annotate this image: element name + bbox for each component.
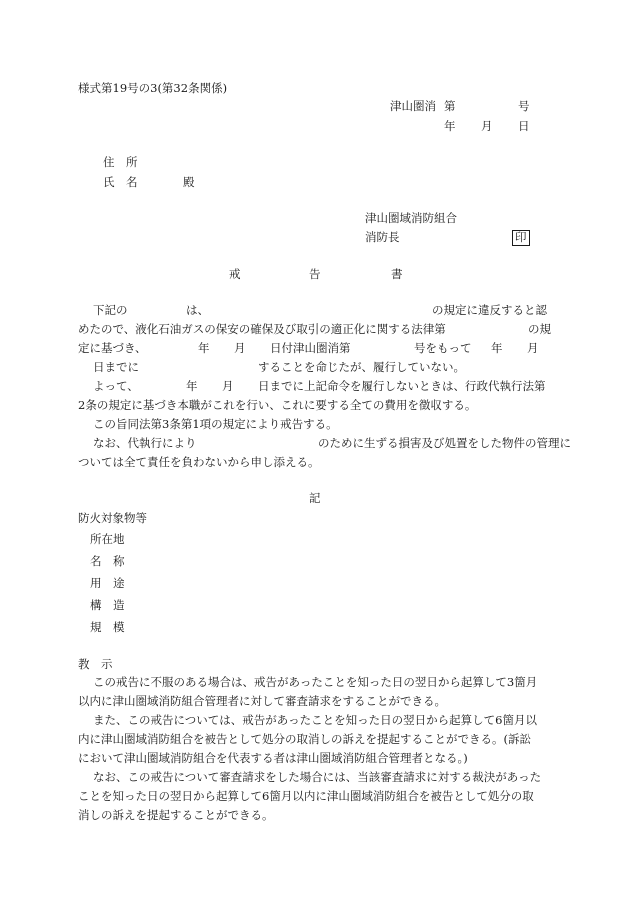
body-p1-text: の規 [528, 322, 551, 336]
body-p2-text: 2条の規定に基づき本職がこれを行い、これに要する全ての費用を徴収する。 [78, 398, 477, 412]
body-p4-text: ついては全て責任を負わないから申し添える。 [78, 455, 320, 469]
body-p2-text: 日までに上記命令を履行しないときは、行政代執行法第 [258, 379, 546, 393]
record-item-scale: 規 模 [90, 620, 125, 634]
seal-mark: 印 [512, 230, 530, 246]
target-label: 防火対象物等 [78, 511, 147, 525]
name-label: 氏 名 [103, 175, 138, 189]
record-heading: 記 [309, 491, 321, 505]
body-p1-text: は、 [186, 303, 209, 317]
body-p1-text: 下記の [93, 303, 128, 317]
issuer-title: 消防長 [365, 230, 400, 244]
body-p3-text: この旨同法第3条第1項の規定により戒告する。 [93, 417, 338, 431]
body-p4-text: なお、代執行により [93, 436, 197, 450]
issuer-org: 津山圏域消防組合 [365, 211, 457, 225]
instruction-text: この戒告に不服のある場合は、戒告があったことを知った日の翌日から起算して3箇月 [93, 675, 538, 689]
doc-go: 号 [518, 99, 530, 113]
form-id: 様式第19号の3(第32条関係) [78, 81, 228, 95]
body-p1-text: することを命じたが、履行していない。 [258, 360, 465, 374]
seal-wrap [512, 230, 530, 246]
body-p1-text: 定に基づき、 [78, 341, 147, 355]
doc-dai: 第 [444, 99, 456, 113]
body-p2-text: よって、 [93, 379, 139, 393]
instruction-heading: 教 示 [78, 657, 113, 671]
instruction-text: 消しの訴えを提起することができる。 [78, 808, 274, 822]
title-char-3: 書 [391, 267, 403, 281]
body-p1-text: 年 [491, 341, 503, 355]
instruction-text: 内に津山圏域消防組合を被告として処分の取消しの訴えを提起することができる。(訴訟 [78, 732, 531, 746]
body-p1-text: 号をもって [414, 341, 472, 355]
address-label: 住 所 [103, 155, 138, 169]
instruction-text: において津山圏域消防組合を代表する者は津山圏域消防組合管理者となる。) [78, 751, 468, 765]
body-p1-text: 月 [234, 341, 246, 355]
body-p1-text: 日付津山圏消第 [270, 341, 351, 355]
body-p1-text: 月 [527, 341, 539, 355]
body-p2-text: 月 [222, 379, 234, 393]
instruction-text: なお、この戒告について審査請求をした場合には、当該審査請求に対する裁決があった [93, 770, 542, 784]
record-item-name: 名 称 [90, 554, 125, 568]
instruction-text: ことを知った日の翌日から起算して6箇月以内に津山圏域消防組合を被告として処分の取 [78, 789, 534, 803]
body-p1-text: 年 [198, 341, 210, 355]
body-p1-text: 日までに [93, 360, 139, 374]
title-char-1: 戒 [229, 267, 241, 281]
instruction-text: また、この戒告については、戒告があったことを知った日の翌日から起算して6箇月以 [93, 713, 537, 727]
date-day-label: 日 [518, 119, 530, 133]
record-item-location: 所在地 [90, 532, 125, 546]
record-item-structure: 構 造 [90, 598, 125, 612]
honorific: 殿 [183, 175, 195, 189]
body-p1-text: の規定に違反すると認 [432, 303, 547, 317]
doc-prefix: 津山圏消 [390, 99, 436, 113]
record-item-use: 用 途 [90, 576, 125, 590]
body-p1-text: めたので、液化石油ガスの保安の確保及び取引の適正化に関する法律第 [78, 322, 446, 336]
body-p2-text: 年 [186, 379, 198, 393]
title-char-2: 告 [309, 267, 321, 281]
date-year-label: 年 [444, 119, 456, 133]
date-month-label: 月 [481, 119, 493, 133]
instruction-text: 以内に津山圏域消防組合管理者に対して審査請求をすることができる。 [78, 694, 446, 708]
body-p4-text: のために生ずる損害及び処置をした物件の管理に [318, 436, 571, 450]
